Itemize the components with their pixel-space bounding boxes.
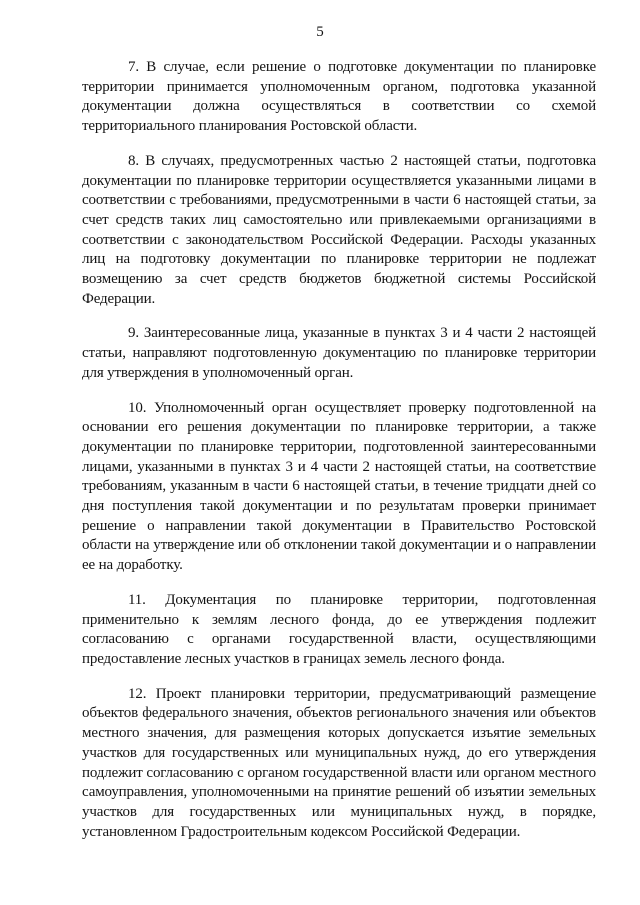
paragraph-item-8: 8. В случаях, предусмотренных частью 2 настоящей статьи, подготовка документации по планировке территории осуществляется указанными лицами в соответствии с требованиями, предусмотренными в части 6 настоящей статьи, за счет средств таких лиц самостоятельно или привлекаемыми организациями в соответствии с законодательством Российской Федерации. Расходы указанных лиц на подготовку документации по планировке территории не подлежат возмещению за счет средств бюджетов бюджетной системы Российской Федерации. [82, 152, 596, 307]
paragraph-item-10: 10. Уполномоченный орган осуществляет проверку подготовленной на основании его решения документации по планировке территории, а также документации по планировке территории, подготовленной заинтересованными лицами, указанными в пунктах 3 и 4 части 2 настоящей статьи, на соответствие требованиям, указанным в части 6 настоящей статьи, в течение тридцати дней со дня поступления такой документации и по результатам проверки принимает решение о направлении такой документации в Правительство Ростовской области на утверждение или об отклонении такой документации и о направлении ее на доработку. [82, 399, 596, 574]
page-number: 5 [316, 24, 324, 40]
paragraph-item-9: 9. Заинтересованные лица, указанные в пунктах 3 и 4 части 2 настоящей статьи, направляют подготовленную документацию по планировке территории для утверждения в уполномоченный орган. [82, 325, 596, 381]
paragraph-item-11: 11. Документация по планировке территории, подготовленная применительно к землям лесного фонда, до ее утверждения подлежит согласованию с органами государственной власти, осуществляющими предоставление лесных участков в границах земель лесного фонда. [82, 591, 596, 667]
document-body [82, 58, 596, 857]
paragraph-item-12: 12. Проект планировки территории, предусматривающий размещение объектов федерального значения, объектов регионального значения или объектов местного значения, для размещения которых допускается изъятие земельных участков для государственных или муниципальных нужд, до его утверждения подлежит согласованию с органом государственной власти или органом местного самоуправления, уполномоченными на принятие решений об изъятии земельных участков для государственных или муниципальных нужд, в порядке, установленном Градостроительным кодексом Российской Федерации. [82, 685, 596, 840]
paragraph-item-7: 7. В случае, если решение о подготовке документации по планировке территории принимается уполномоченным органом, подготовка указанной документации должна осуществляться в соответствии со схемой территориального планирования Ростовской области. [82, 59, 596, 135]
